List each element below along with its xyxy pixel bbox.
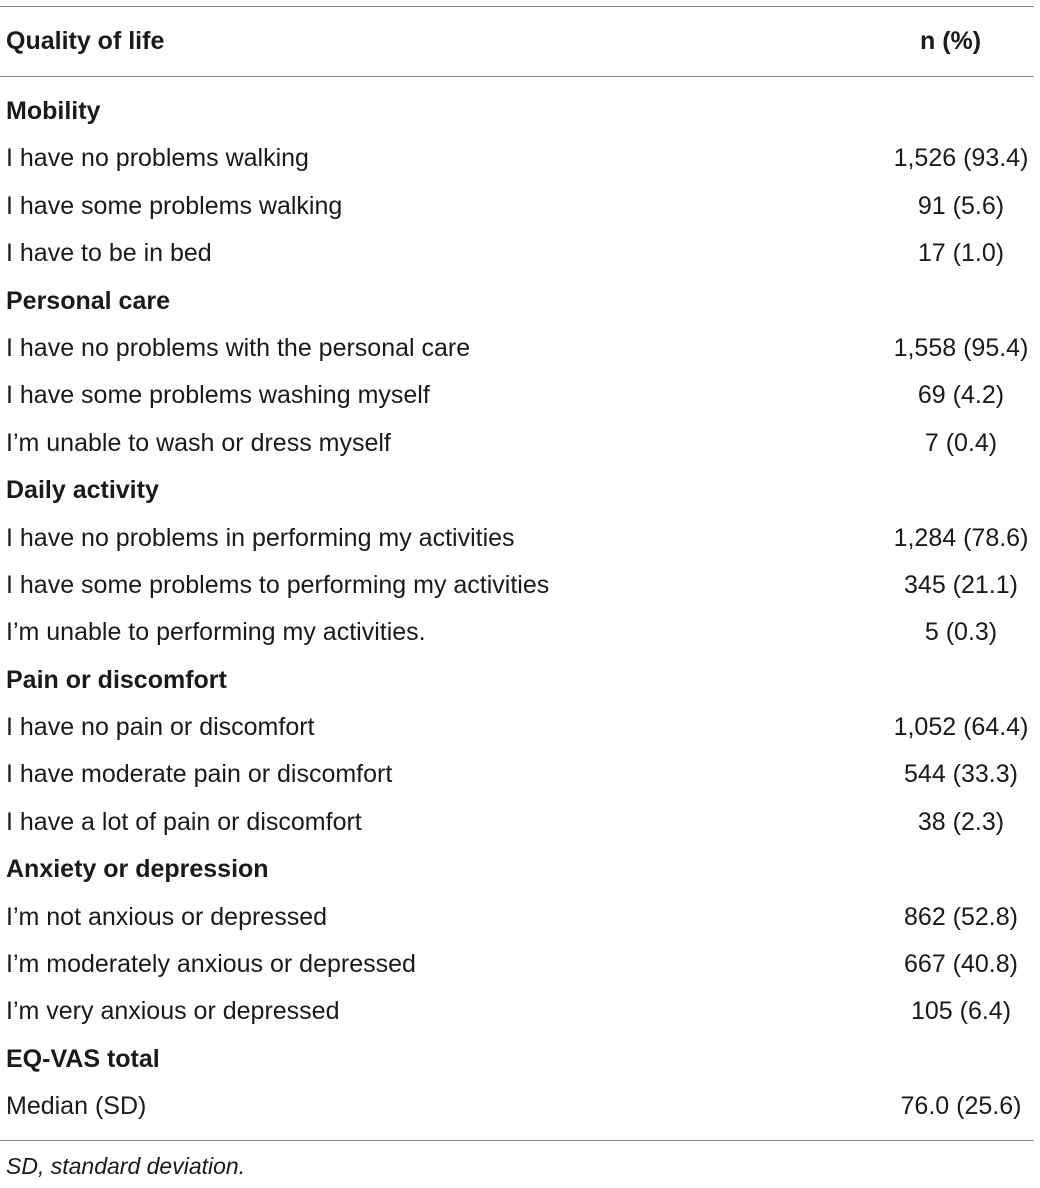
table-footnote: SD, standard deviation. xyxy=(6,1153,246,1179)
row-value: 1,526 (93.4) xyxy=(893,144,1029,173)
row-label: I have no pain or discomfort xyxy=(6,713,315,742)
table-row xyxy=(0,941,1040,988)
row-label: I have no problems with the personal care xyxy=(6,333,471,362)
row-value: 1,052 (64.4) xyxy=(893,713,1029,742)
section-title: Daily activity xyxy=(6,476,159,505)
header-value: n (%) xyxy=(920,27,982,55)
table-row xyxy=(0,562,1040,609)
row-value: 345 (21.1) xyxy=(904,570,1018,599)
section-title: Pain or discomfort xyxy=(6,665,227,694)
section-title: Mobility xyxy=(6,97,101,125)
table-row xyxy=(0,325,1040,372)
row-label: I have moderate pain or discomfort xyxy=(6,760,393,789)
row-label: Median (SD) xyxy=(6,1092,147,1121)
table-row xyxy=(0,135,1040,182)
table-row xyxy=(0,515,1040,562)
row-value: 105 (6.4) xyxy=(910,997,1012,1026)
table-row xyxy=(0,420,1040,467)
row-value: 544 (33.3) xyxy=(904,760,1018,789)
row-label: I’m unable to wash or dress myself xyxy=(6,428,391,457)
row-value: 1,284 (78.6) xyxy=(893,523,1029,552)
row-value: 17 (1.0) xyxy=(917,239,1005,268)
section-heading xyxy=(0,467,1040,514)
row-value: 76.0 (25.6) xyxy=(900,1092,1022,1121)
table-bottom-rule xyxy=(0,1140,1034,1141)
row-label: I’m unable to performing my activities. xyxy=(6,618,426,647)
row-value: 5 (0.3) xyxy=(924,618,998,647)
section-title: EQ-VAS total xyxy=(6,1044,160,1073)
row-label: I’m not anxious or depressed xyxy=(6,902,328,931)
row-label: I’m very anxious or depressed xyxy=(6,997,340,1026)
table-row xyxy=(0,988,1040,1035)
section-heading xyxy=(0,846,1040,893)
row-value: 38 (2.3) xyxy=(917,807,1005,836)
table-header-rule xyxy=(0,76,1034,77)
row-value: 91 (5.6) xyxy=(917,191,1005,220)
section-title: Personal care xyxy=(6,286,170,315)
row-value: 667 (40.8) xyxy=(904,950,1018,979)
table-header xyxy=(0,6,1040,76)
table-row xyxy=(0,799,1040,846)
table-row xyxy=(0,704,1040,751)
row-label: I have no problems in performing my activities xyxy=(6,523,515,552)
header-label: Quality of life xyxy=(6,27,165,55)
section-heading xyxy=(0,88,1040,135)
section-heading xyxy=(0,278,1040,325)
table-row xyxy=(0,230,1040,277)
table-row xyxy=(0,183,1040,230)
table-row xyxy=(0,1083,1040,1130)
row-label: I have no problems walking xyxy=(6,144,309,173)
table-row xyxy=(0,609,1040,656)
row-label: I have some problems walking xyxy=(6,191,343,220)
table-row xyxy=(0,372,1040,419)
row-label: I have some problems to performing my activities xyxy=(6,570,550,599)
section-heading xyxy=(0,657,1040,704)
table-row xyxy=(0,751,1040,798)
table-body xyxy=(0,88,1040,1131)
row-value: 862 (52.8) xyxy=(904,902,1018,931)
row-label: I have to be in bed xyxy=(6,239,212,268)
section-heading xyxy=(0,1036,1040,1083)
row-value: 69 (4.2) xyxy=(917,381,1005,410)
table-row xyxy=(0,894,1040,941)
row-label: I have a lot of pain or discomfort xyxy=(6,807,362,836)
row-label: I’m moderately anxious or depressed xyxy=(6,950,416,979)
row-value: 1,558 (95.4) xyxy=(893,333,1029,362)
row-label: I have some problems washing myself xyxy=(6,381,430,410)
section-title: Anxiety or depression xyxy=(6,855,269,884)
row-value: 7 (0.4) xyxy=(924,428,998,457)
